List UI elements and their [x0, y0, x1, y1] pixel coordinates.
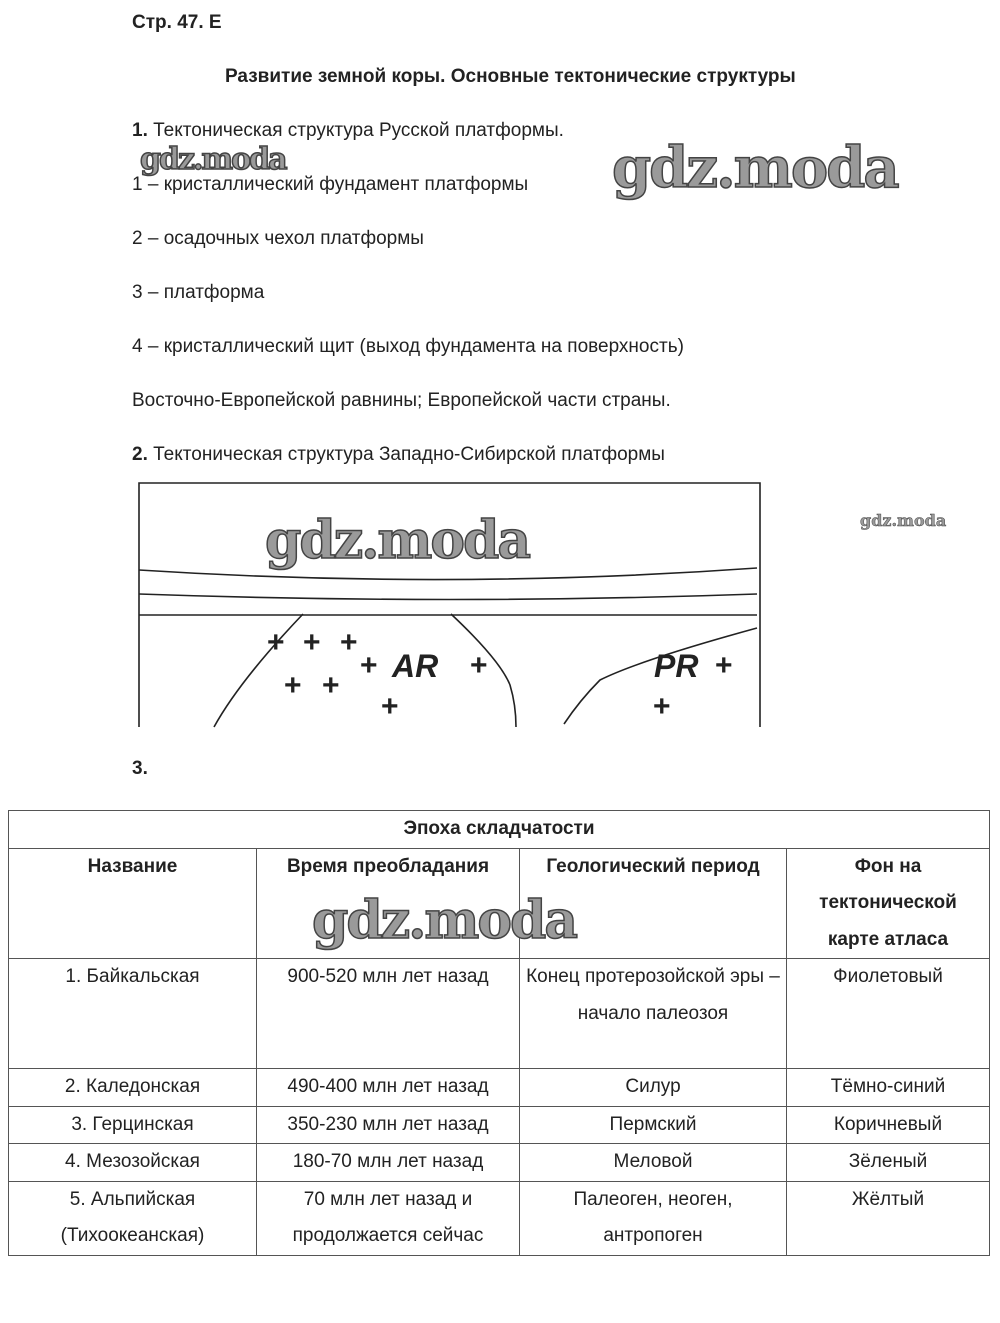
table-row — [9, 959, 990, 1069]
cell: 5. Альпийская (Тихоокеанская) — [9, 1181, 257, 1255]
plus-sign: + — [284, 669, 302, 702]
cell: Конец протерозойской эры – начало палеозоя — [520, 959, 787, 1069]
table-row — [9, 1144, 990, 1182]
cell: 180-70 млн лет назад — [257, 1144, 520, 1182]
cell: 4. Мезозойская — [9, 1144, 257, 1182]
plus-sign: + — [381, 690, 399, 723]
watermark: gdz.moda — [312, 890, 577, 951]
plus-sign: + — [470, 649, 488, 682]
watermark: gdz.moda — [265, 510, 530, 571]
plus-sign: + — [715, 649, 733, 682]
cell: Жёлтый — [787, 1181, 990, 1255]
page-header: Стр. 47. Е — [132, 12, 222, 33]
task1-item: 2 – осадочных чехол платформы — [132, 228, 424, 249]
column-header: Фон на тектонической карте атласа — [787, 848, 990, 959]
cell: 70 млн лет назад и продолжается сейчас — [257, 1181, 520, 1255]
column-header: Название — [9, 848, 257, 959]
cell: Коричневый — [787, 1106, 990, 1144]
cell: Палеоген, неоген, антропоген — [520, 1181, 787, 1255]
task1-item: 3 – платформа — [132, 282, 265, 303]
task2-text: Тектоническая структура Западно-Сибирской платформы — [153, 444, 665, 465]
watermark: gdz.moda — [140, 142, 286, 177]
cell: 900-520 млн лет назад — [257, 959, 520, 1069]
plus-sign: + — [322, 669, 340, 702]
cell: Зёленый — [787, 1144, 990, 1182]
task2-number: 2. — [132, 444, 148, 465]
task1-item: 1 – кристаллический фундамент платформы — [132, 174, 529, 195]
watermark: gdz.moda — [860, 511, 947, 530]
label-ar: AR — [392, 648, 439, 684]
cell: 1. Байкальская — [9, 959, 257, 1069]
table-row — [9, 1181, 990, 1255]
plus-sign: + — [340, 626, 358, 659]
table-caption: Эпоха складчатости — [9, 811, 990, 849]
cell: Меловой — [520, 1144, 787, 1182]
column-header: Время преобладания — [257, 848, 520, 959]
plus-sign: + — [303, 626, 321, 659]
cell: Тёмно-синий — [787, 1069, 990, 1107]
column-header: Геологический период — [520, 848, 787, 959]
table-row — [9, 1069, 990, 1107]
cell: 350-230 млн лет назад — [257, 1106, 520, 1144]
task3-number: 3. — [132, 758, 148, 779]
cell: 2. Каледонская — [9, 1069, 257, 1107]
task1-text: Тектоническая структура Русской платформы. — [153, 120, 564, 141]
cell: 3. Герцинская — [9, 1106, 257, 1144]
page-title: Развитие земной коры. Основные тектонические структуры — [225, 66, 796, 87]
cell: 490-400 млн лет назад — [257, 1069, 520, 1107]
plus-sign: + — [267, 626, 285, 659]
task1-number: 1. — [132, 120, 148, 141]
table-row — [9, 1106, 990, 1144]
cell: Силур — [520, 1069, 787, 1107]
cell: Фиолетовый — [787, 959, 990, 1069]
plus-sign: + — [653, 690, 671, 723]
label-pr: PR — [654, 648, 699, 684]
task1-answer: Восточно-Европейской равнины; Европейской части страны. — [132, 390, 671, 411]
layer-line — [139, 594, 757, 600]
cell: Пермский — [520, 1106, 787, 1144]
watermark: gdz.moda — [612, 135, 898, 201]
task1-item: 4 – кристаллический щит (выход фундамента на поверхность) — [132, 336, 684, 357]
folding-eras-table — [8, 810, 990, 1256]
plus-sign: + — [360, 649, 378, 682]
